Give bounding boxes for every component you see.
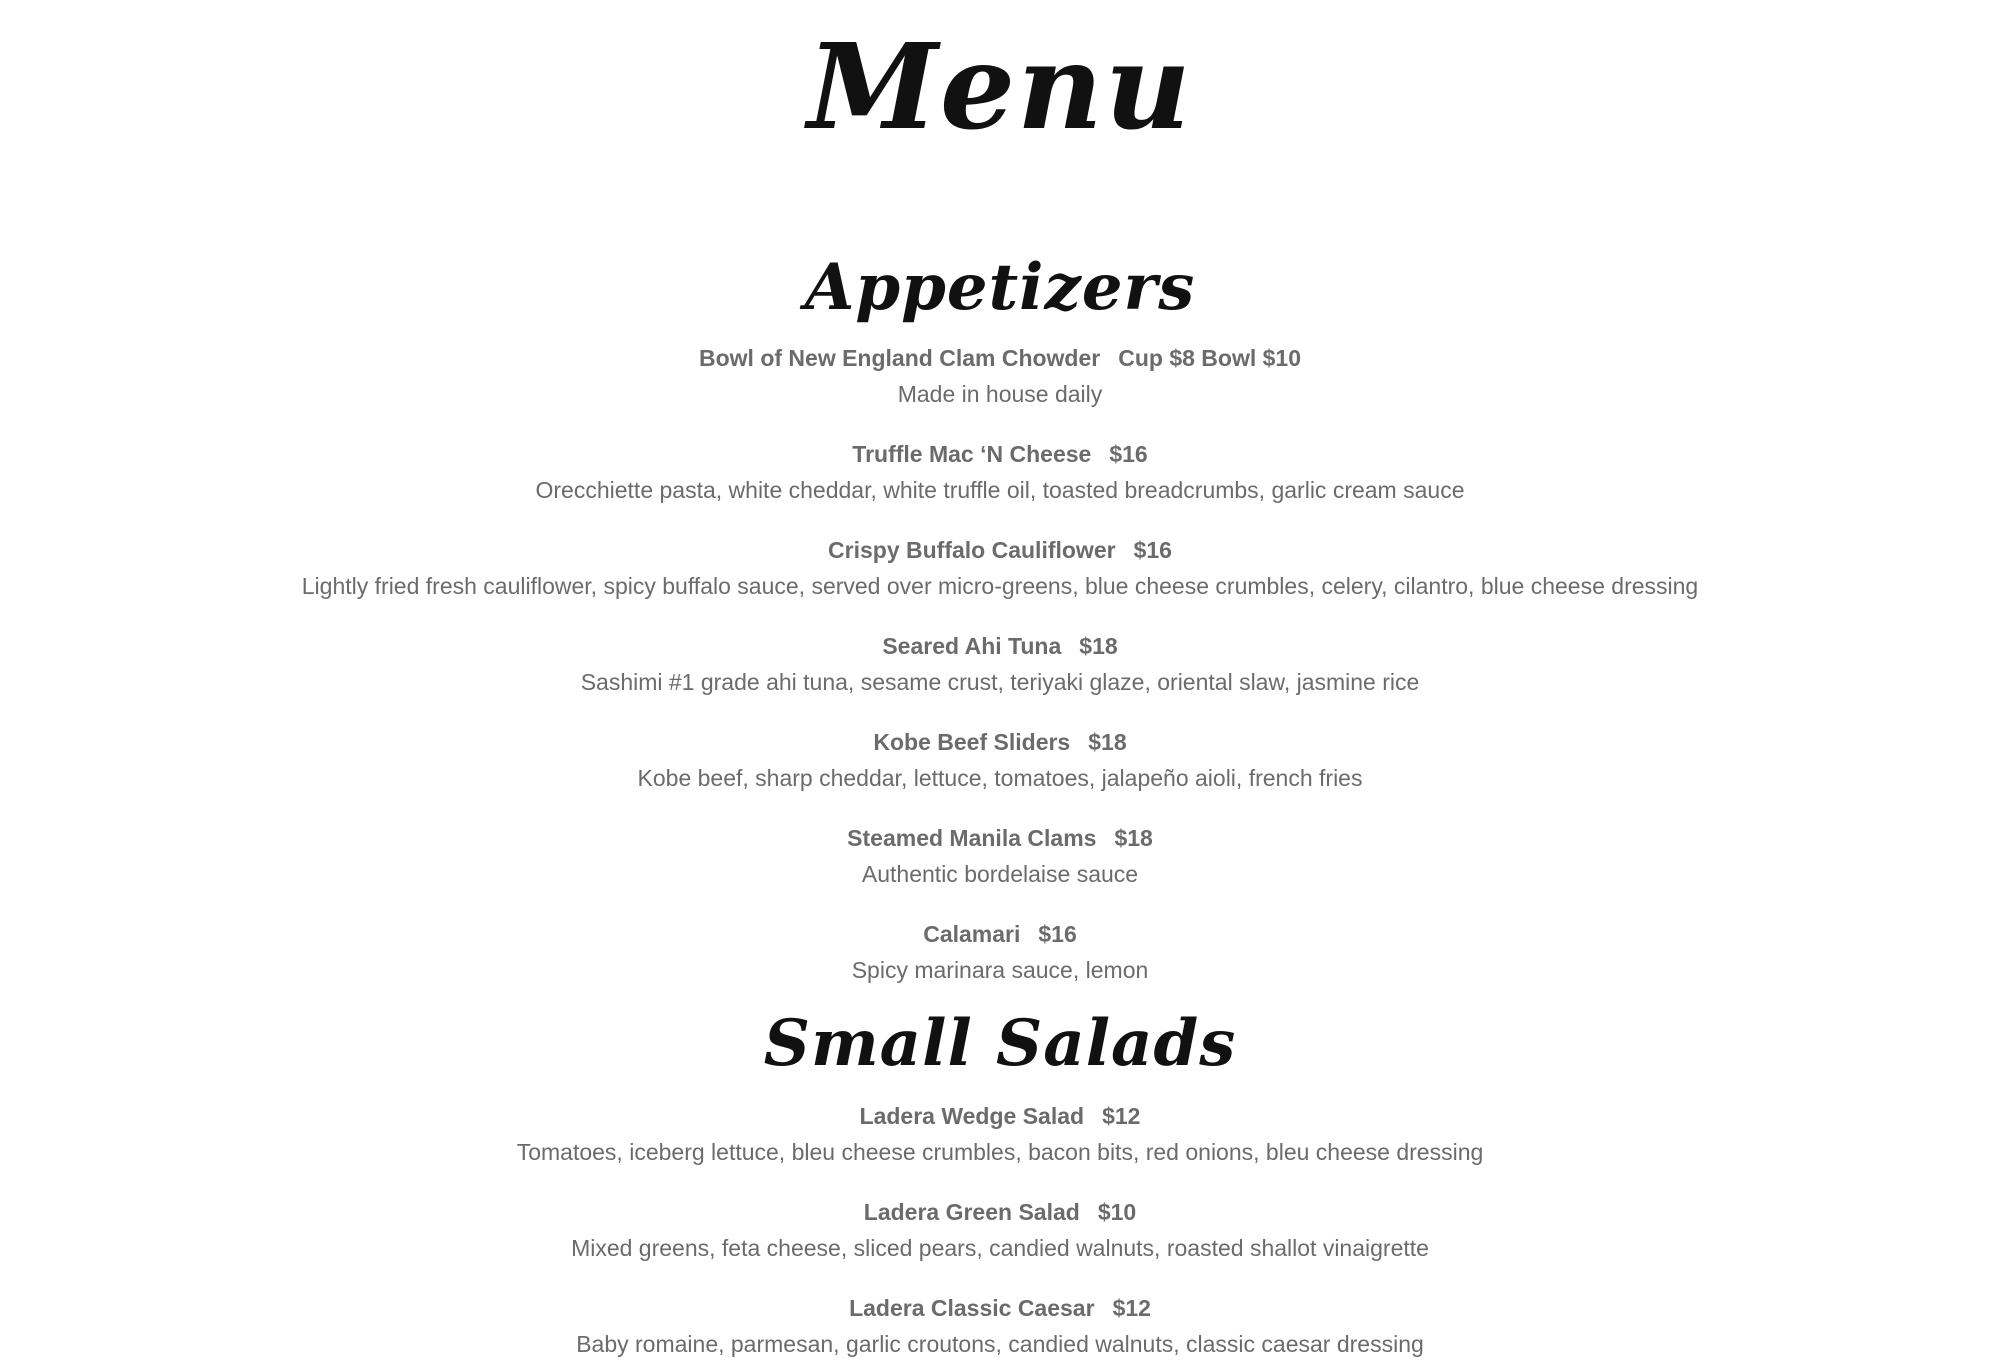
item-name: Calamari: [923, 921, 1021, 947]
item-price: $16: [1133, 537, 1172, 563]
section-small-salads: [0, 1006, 2000, 1362]
menu-item: [0, 532, 2000, 604]
section-title-appetizers: Appetizers: [804, 250, 1196, 325]
menu-item: [0, 724, 2000, 796]
menu-item: [0, 340, 2000, 412]
item-name: Crispy Buffalo Cauliflower: [828, 537, 1116, 563]
menu-item: [0, 628, 2000, 700]
item-price: $16: [1109, 441, 1148, 467]
item-description: Sashimi #1 grade ahi tuna, sesame crust, teriyaki glaze, oriental slaw, jasmine rice: [580, 669, 1420, 695]
menu-item: [0, 1290, 2000, 1362]
menu-title: Menu: [807, 17, 1193, 156]
item-description: Made in house daily: [897, 381, 1103, 407]
item-description: Lightly fried fresh cauliflower, spicy buffalo sauce, served over micro-greens, blue cheese crumbles, celery, cilantro, blue cheese dressing: [301, 573, 1699, 599]
section-title-small-salads: Small Salads: [763, 1006, 1237, 1081]
menu-item: [0, 1194, 2000, 1266]
item-name: Ladera Green Salad: [863, 1199, 1080, 1225]
item-name: Bowl of New England Clam Chowder: [698, 345, 1101, 371]
item-description: Tomatoes, iceberg lettuce, bleu cheese crumbles, bacon bits, red onions, bleu cheese dressing: [516, 1139, 1484, 1165]
item-description: Kobe beef, sharp cheddar, lettuce, tomatoes, jalapeño aioli, french fries: [637, 765, 1363, 791]
item-name: Ladera Wedge Salad: [859, 1103, 1085, 1129]
menu-item: [0, 820, 2000, 892]
menu-item: [0, 916, 2000, 988]
item-price: $12: [1102, 1103, 1141, 1129]
item-description: Authentic bordelaise sauce: [861, 861, 1139, 887]
item-description: Mixed greens, feta cheese, sliced pears, candied walnuts, roasted shallot vinaigrette: [571, 1235, 1429, 1261]
menu-item: [0, 436, 2000, 508]
menu-item: [0, 1098, 2000, 1170]
item-price: $16: [1038, 921, 1077, 947]
item-name: Seared Ahi Tuna: [882, 633, 1062, 659]
section-appetizers: [0, 250, 2000, 988]
item-price: $10: [1097, 1199, 1137, 1225]
item-price: Cup $8 Bowl $10: [1118, 345, 1302, 371]
item-name: Steamed Manila Clams: [847, 825, 1097, 851]
item-description: Orecchiette pasta, white cheddar, white truffle oil, toasted breadcrumbs, garlic cream sauce: [535, 477, 1465, 503]
item-name: Ladera Classic Caesar: [849, 1295, 1095, 1321]
item-price: $18: [1114, 825, 1153, 851]
item-price: $18: [1079, 633, 1118, 659]
item-price: $12: [1112, 1295, 1151, 1321]
item-name: Truffle Mac ‘N Cheese: [852, 441, 1092, 467]
item-description: Baby romaine, parmesan, garlic croutons, candied walnuts, classic caesar dressing: [576, 1331, 1424, 1357]
item-description: Spicy marinara sauce, lemon: [851, 957, 1149, 983]
item-name: Kobe Beef Sliders: [873, 729, 1071, 755]
item-price: $18: [1088, 729, 1127, 755]
